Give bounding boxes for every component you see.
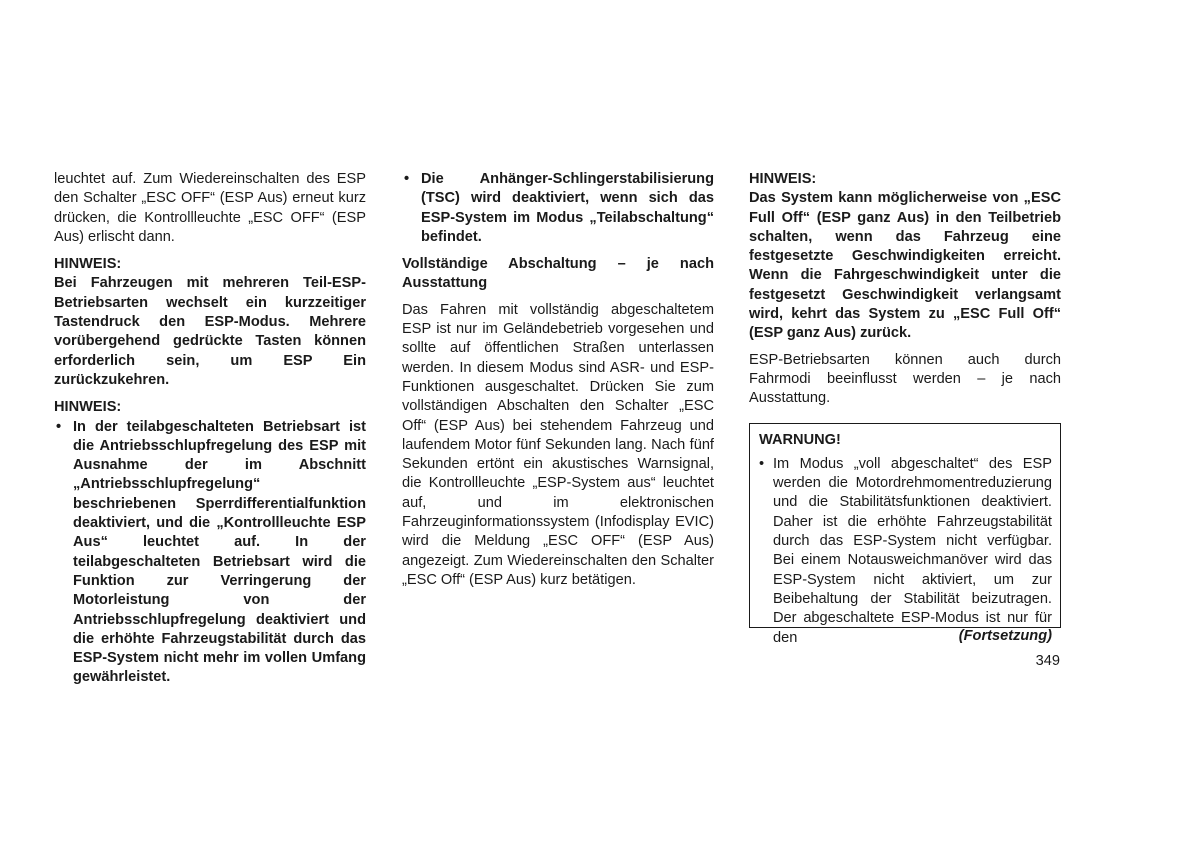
note-heading: HINWEIS: [54, 256, 122, 273]
bullet-marker: • [759, 455, 765, 472]
section-heading: Vollständige Abschaltung – je nach Ausstattung [402, 256, 714, 292]
intro-paragraph: leuchtet auf. Zum Wiedereinschalten des ESP den Schalter „ESC OFF“ (ESP Aus) erneut kurz drücken, die Kontrollleuchte „ESC OFF“ (ESP Aus) erlischt dann. [54, 171, 366, 245]
tsc-bullet-list [402, 170, 714, 247]
list-item [759, 455, 1052, 648]
note-heading: HINWEIS: [749, 171, 817, 187]
note-heading: HINWEIS: [54, 399, 122, 416]
bullet-text: Im Modus „voll abgeschaltet“ des ESP werden die Motordrehmomentreduzierung und die Stabilitätsfunktionen deaktiviert. Daher ist die erhöhte Fahrzeugstabilität durch das ESP-System nicht verfügbar. Bei einem Notausweichmanöver wird das ESP-System nicht aktiviert, um zur Beibehaltung der Stabilität beizutragen. Der abgeschaltete ESP-Modus ist nur für den [773, 455, 1052, 646]
page-number: 349 [1035, 653, 1060, 669]
bullet-text: In der teilabgeschalteten Betriebsart ist die Antriebsschlupfregelung des ESP mit Ausnahme der im Abschnitt „Antriebsschlupfregelung“ beschriebenen Sperrdifferentialfunktion deaktiviert, und die „Kontrollleuchte ESP Aus“ leuchtet auf. In der teilabgeschalteten Betriebsart wird die Funktion zur Verringerung der Motorleistung von der Antriebsschlupfregelung deaktiviert und die erhöhte Fahrzeugstabilität durch das ESP-System nicht mehr im vollen Umfang gewährleistet. [73, 418, 366, 686]
section-paragraph: Das Fahren mit vollständig abgeschaltetem ESP ist nur im Geländebetrieb vorgesehen und sollte auf öffentlichen Straßen unterlassen werden. In diesem Modus sind ASR- und ESP-Funktionen ausgeschaltet. Drücken Sie zum vollständigen Abschalten den Schalter „ESC Off“ (ESP Aus) bei stehendem Fahrzeug und laufendem Motor fünf Sekunden lang. Nach fünf Sekunden ertönt ein akustisches Warnsignal, die Kontrollleuchte „ESP-System aus“ leuchtet auf, und im elektronischen Fahrzeuginformationssystem (Infodisplay EVIC) wird die Meldung „ESC OFF“ (ESP Aus) angezeigt. Zum Wiedereinschalten den Schalter „ESC Off“ (ESP Aus) kurz betätigen. [402, 301, 714, 588]
continuation-note: (Fortsetzung) [958, 628, 1052, 644]
note-text: Das System kann möglicherweise von „ESC Full Off“ (ESP ganz Aus) in den Teilbetrieb schalten, wenn das Fahrzeug eine festgesetzte Geschwindigkeiten erreicht. Wenn die Fahrgeschwindigkeit unter die festgesetzt Geschwindigkeit verlangsamt wird, kehrt das System zu „ESC Full Off“ (ESP ganz Aus) zurück. [749, 190, 1061, 342]
bullet-marker: • [404, 171, 410, 187]
column-middle [402, 170, 714, 590]
warning-bullet-list [759, 455, 1052, 648]
column-left [54, 170, 366, 688]
list-item [402, 170, 714, 247]
bullet-marker: • [56, 418, 62, 435]
warning-heading: WARNUNG! [759, 431, 841, 448]
modes-paragraph: ESP-Betriebsarten können auch durch Fahrmodi beeinflusst werden – je nach Ausstattung. [749, 351, 1061, 407]
bullet-text: Die Anhänger-Schlingerstabilisierung (TSC) wird deaktiviert, wenn sich das ESP-System im Modus „Teilabschaltung“ befindet. [421, 171, 714, 245]
note-text: Bei Fahrzeugen mit mehreren Teil-ESP-Betriebsarten wechselt ein kurzzeitiger Tastendruck den ESP-Modus. Mehrere vorübergehend gedrückte Tasten können erforderlich sein, um ESP Ein zurückzukehren. [54, 275, 366, 388]
list-item [54, 418, 366, 688]
note-bullet-list [54, 418, 366, 688]
